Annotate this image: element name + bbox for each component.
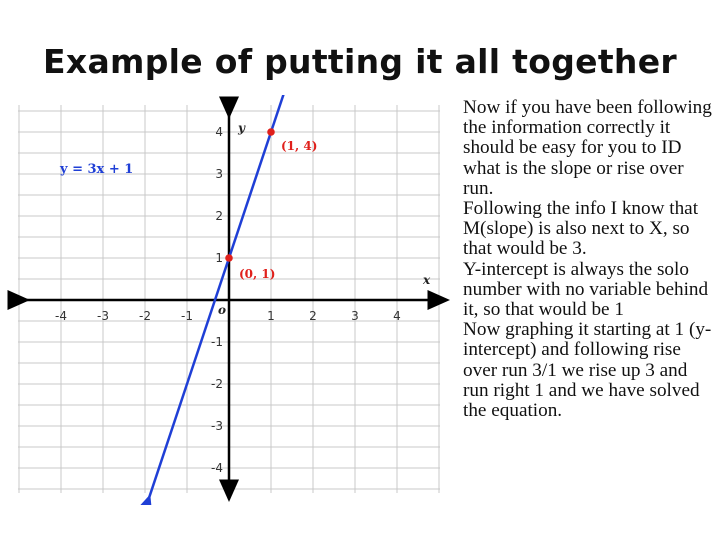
x-axis-name: x [423,273,431,287]
bullet-item: Y-intercept is always the solo number with no variable behind it, so that would be 1 [463,258,709,321]
y-tick-label: 1 [215,251,223,265]
x-tick-label: -2 [139,309,151,323]
bullet-item: Following the info I know that M(slope) is also next to X, so that would be 3. [463,198,699,260]
x-tick-label: 3 [351,309,359,323]
x-tick-label: 4 [393,309,401,323]
x-tick-label: -1 [181,309,193,323]
x-tick-label: 1 [267,309,275,323]
y-axis-name: y [238,121,245,135]
y-tick-label: -2 [211,377,223,391]
y-tick-label: 3 [215,167,223,181]
bullet-item: Now graphing it starting at 1 (y-intercept) and following rise over run 3/1 we rise up 3 and run right 1 and we have solved the equation. [463,319,712,422]
y-tick-label: 4 [215,125,223,139]
point-label: (1, 4) [281,139,318,153]
point-label: (0, 1) [239,267,276,281]
explanation-text [463,98,713,421]
y-tick-label: -4 [211,461,223,475]
x-tick-label: -3 [97,309,109,323]
x-tick-label: -4 [55,309,67,323]
point-marker [267,128,275,136]
y-tick-label: -1 [211,335,223,349]
equation-label: y = 3x + 1 [60,162,134,177]
y-tick-label: 2 [215,209,223,223]
origin-label: o [218,303,227,317]
point-marker [225,254,233,262]
y-tick-label: -3 [211,419,223,433]
x-tick-label: 2 [309,309,317,323]
bullet-item: Now if you have been following the information correctly it should be easy for you to ID what is the slope or rise over run. [463,97,712,199]
coordinate-graph [0,95,450,509]
graph-svg [0,95,450,505]
slide-title: Example of putting it all together [43,42,677,81]
